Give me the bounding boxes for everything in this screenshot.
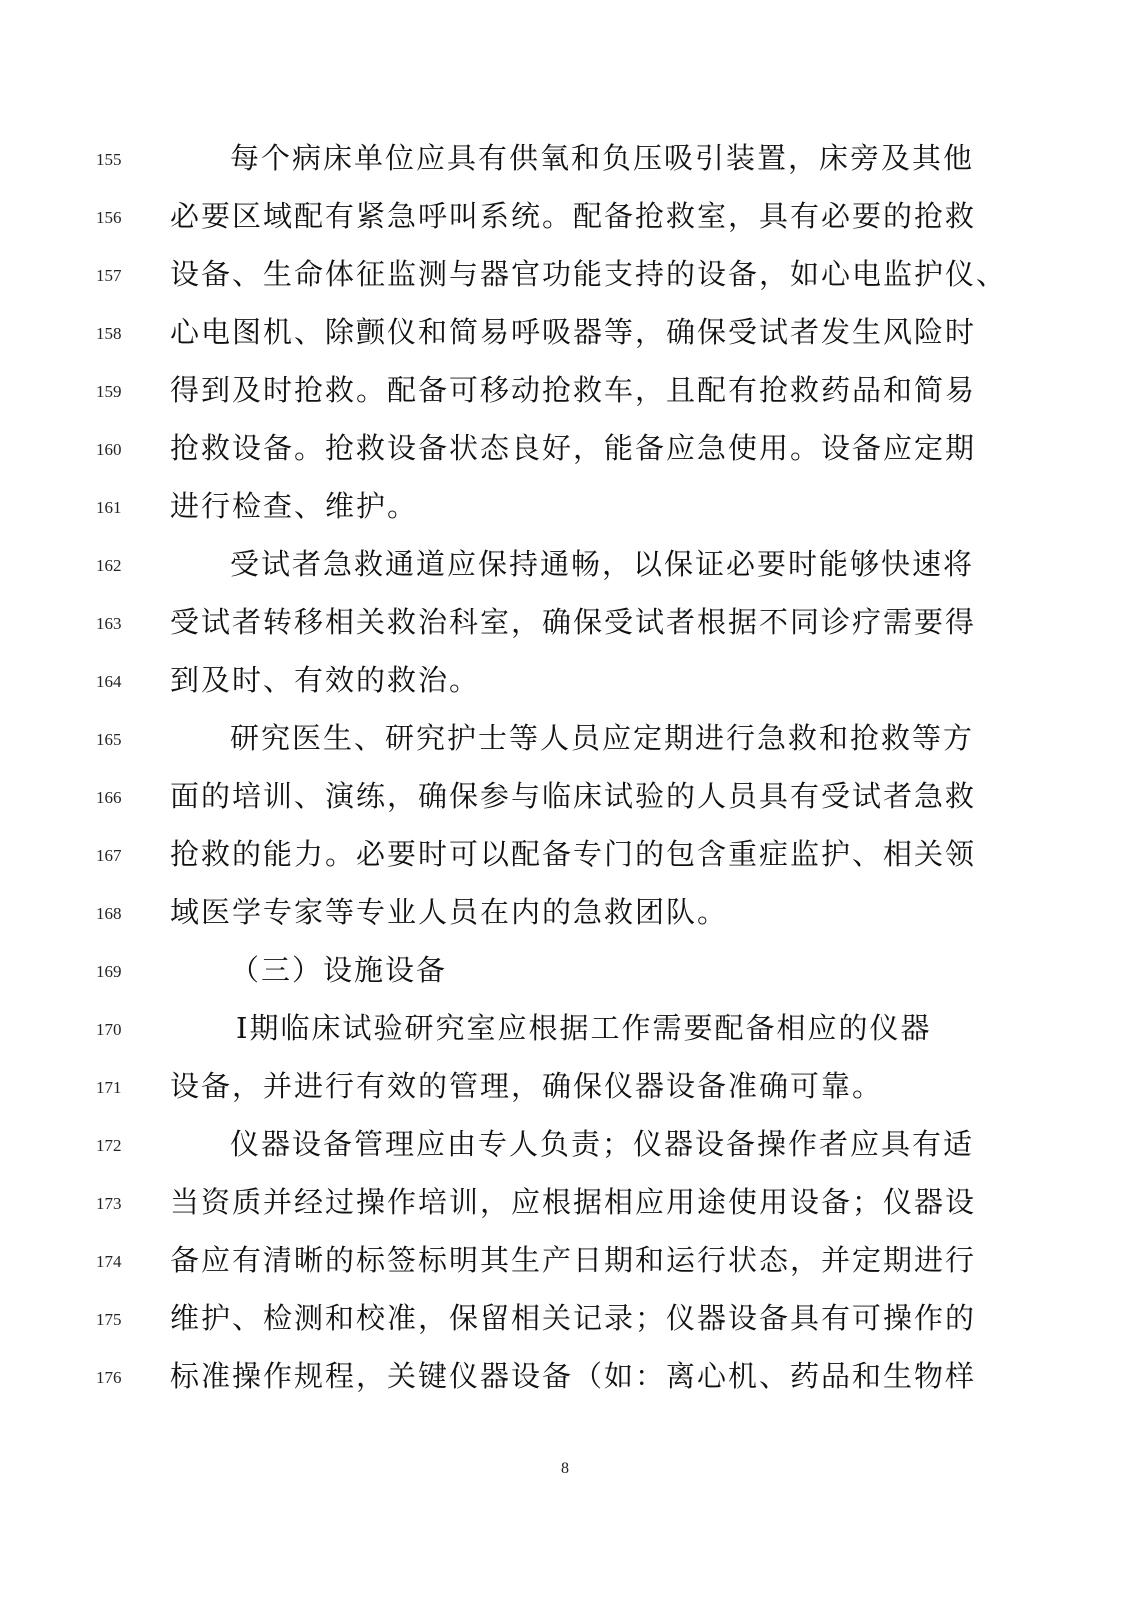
line-text: 到及时、有效的救治。 — [170, 663, 481, 697]
line-text: 抢救的能力。必要时可以配备专门的包含重症监护、相关领 — [170, 837, 977, 871]
text-line — [0, 892, 1131, 932]
line-number: 169 — [96, 962, 122, 981]
line-number: 159 — [96, 382, 122, 401]
line-number: 167 — [96, 846, 122, 865]
text-line — [0, 718, 1131, 758]
line-number: 168 — [96, 904, 122, 923]
text-line — [0, 254, 1131, 294]
text-line — [0, 486, 1131, 526]
text-line — [0, 1008, 1131, 1048]
section-heading: （三）设施设备 — [230, 953, 448, 987]
line-number: 172 — [96, 1136, 122, 1155]
text-line — [0, 1240, 1131, 1280]
text-line — [0, 1182, 1131, 1222]
line-text: 得到及时抢救。配备可移动抢救车，且配有抢救药品和简易 — [170, 373, 977, 407]
text-line — [0, 950, 1131, 990]
line-text: 心电图机、除颤仪和简易呼吸器等，确保受试者发生风险时 — [170, 315, 977, 349]
line-number: 161 — [96, 498, 122, 517]
line-text: 设备，并进行有效的管理，确保仪器设备准确可靠。 — [170, 1069, 884, 1103]
line-number: 155 — [96, 150, 122, 169]
line-number: 158 — [96, 324, 122, 343]
line-number: 176 — [96, 1368, 122, 1387]
line-number: 163 — [96, 614, 122, 633]
line-text: 研究医生、研究护士等人员应定期进行急救和抢救等方 — [230, 721, 975, 755]
line-text: 当资质并经过操作培训，应根据相应用途使用设备；仪器设 — [170, 1185, 977, 1219]
text-line — [0, 602, 1131, 642]
line-text: 进行检查、维护。 — [170, 489, 419, 523]
line-text: 备应有清晰的标签标明其生产日期和运行状态，并定期进行 — [170, 1243, 977, 1277]
line-text: 面的培训、演练，确保参与临床试验的人员具有受试者急救 — [170, 779, 977, 813]
line-number: 164 — [96, 672, 122, 691]
line-text: 仪器设备管理应由专人负责；仪器设备操作者应具有适 — [230, 1127, 975, 1161]
line-number: 157 — [96, 266, 122, 285]
text-line — [0, 544, 1131, 584]
line-text: 维护、检测和校准，保留相关记录；仪器设备具有可操作的 — [170, 1301, 977, 1335]
line-number: 170 — [96, 1020, 122, 1039]
text-line — [0, 834, 1131, 874]
line-text: 受试者急救通道应保持通畅，以保证必要时能够快速将 — [230, 547, 975, 581]
line-text: 设备、生命体征监测与器官功能支持的设备，如心电监护仪、 — [170, 257, 1008, 291]
line-text: 必要区域配有紧急呼叫系统。配备抢救室，具有必要的抢救 — [170, 199, 977, 233]
text-line — [0, 1356, 1131, 1396]
line-number: 166 — [96, 788, 122, 807]
text-line — [0, 370, 1131, 410]
line-number: 171 — [96, 1078, 122, 1097]
text-line — [0, 776, 1131, 816]
line-text: 标准操作规程，关键仪器设备（如：离心机、药品和生物样 — [170, 1359, 977, 1393]
line-text: 受试者转移相关救治科室，确保受试者根据不同诊疗需要得 — [170, 605, 977, 639]
page-number: 8 — [561, 1460, 569, 1477]
text-line — [0, 1124, 1131, 1164]
text-line — [0, 1298, 1131, 1338]
text-line — [0, 1066, 1131, 1106]
line-text: 域医学专家等专业人员在内的急救团队。 — [170, 895, 729, 929]
line-number: 165 — [96, 730, 122, 749]
line-number: 173 — [96, 1194, 122, 1213]
text-line — [0, 660, 1131, 700]
line-number: 175 — [96, 1310, 122, 1329]
line-number: 160 — [96, 440, 122, 459]
line-text: 每个病床单位应具有供氧和负压吸引装置，床旁及其他 — [230, 141, 975, 175]
text-line — [0, 196, 1131, 236]
line-number: 156 — [96, 208, 122, 227]
line-text: 抢救设备。抢救设备状态良好，能备应急使用。设备应定期 — [170, 431, 977, 465]
text-line — [0, 428, 1131, 468]
text-line — [0, 312, 1131, 352]
line-number: 174 — [96, 1252, 122, 1271]
line-text: Ⅰ期临床试验研究室应根据工作需要配备相应的仪器 — [236, 1011, 932, 1045]
line-number: 162 — [96, 556, 122, 575]
text-line — [0, 138, 1131, 178]
